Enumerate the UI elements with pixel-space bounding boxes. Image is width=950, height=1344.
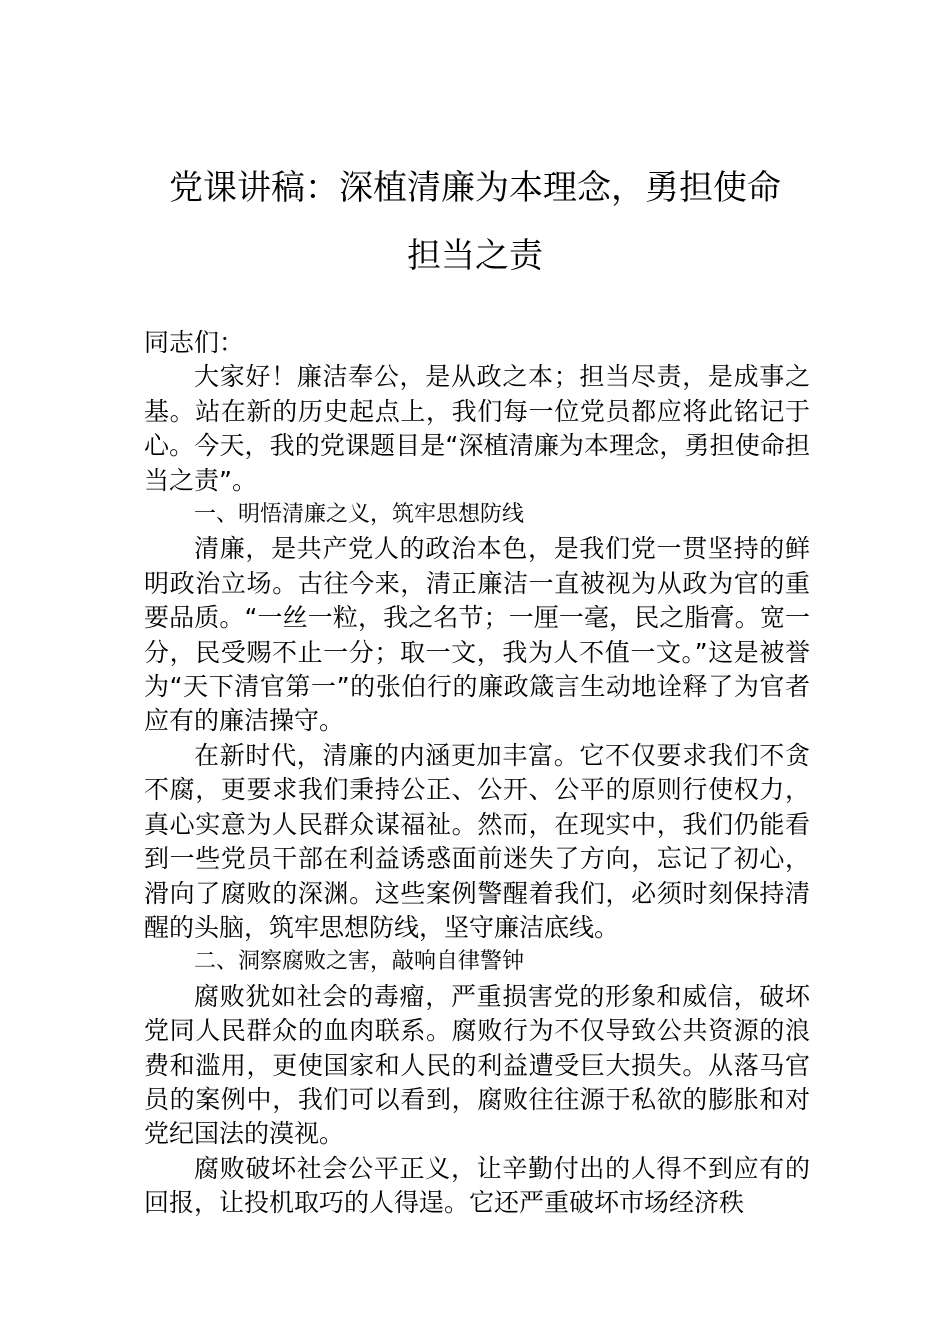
- section-heading-1: 一、明悟清廉之义，筑牢思想防线: [194, 502, 525, 528]
- paragraph-3: 腐败犹如社会的毒瘤，严重损害党的形象和威信，破坏党同人民群众的血肉联系。腐败行为不仅导致公共资源的浪费和滥用，更使国家和人民的利益遭受巨大损失。从落马官员的案例中，我们可以看到，腐败往往源于私欲的膨胀和对党纪国法的漠视。: [144, 981, 810, 1149]
- greeting: 同志们：: [144, 328, 245, 357]
- paragraph-2: 在新时代，清廉的内涵更加丰富。它不仅要求我们不贪不腐，更要求我们秉持公正、公开、公平的原则行使权力，真心实意为人民群众谋福祉。然而，在现实中，我们仍能看到一些党员干部在利益诱惑面前迷失了方向，忘记了初心，滑向了腐败的深渊。这些案例警醒着我们，必须时刻保持清醒的头脑，筑牢思想防线，坚守廉洁底线。: [144, 740, 810, 942]
- paragraph-intro: 大家好！廉洁奉公，是从政之本；担当尽责，是成事之基。站在新的历史起点上，我们每一位党员都应将此铭记于心。今天，我的党课题目是“深植清廉为本理念，勇担使命担当之责”。: [144, 362, 810, 495]
- document-title-line-1: 党课讲稿：深植清廉为本理念，勇担使命: [169, 168, 781, 208]
- document-title-line-2: 担当之责: [407, 236, 543, 276]
- document-body: [144, 326, 810, 1221]
- paragraph-1: 清廉，是共产党人的政治本色，是我们党一贯坚持的鲜明政治立场。古往今来，清正廉洁一直被视为从政为官的重要品质。“一丝一粒，我之名节；一厘一毫，民之脂膏。宽一分，民受赐不止一分；取一文，我为人不值一文。”这是被誉为“天下清官第一”的张伯行的廉政箴言生动地诠释了为官者应有的廉洁操守。: [144, 534, 810, 736]
- paragraph-4: 腐败破坏社会公平正义，让辛勤付出的人得不到应有的回报，让投机取巧的人得逞。它还严重破坏市场经济秩: [144, 1153, 810, 1218]
- section-heading-2: 二、洞察腐败之害，敲响自律警钟: [194, 949, 525, 975]
